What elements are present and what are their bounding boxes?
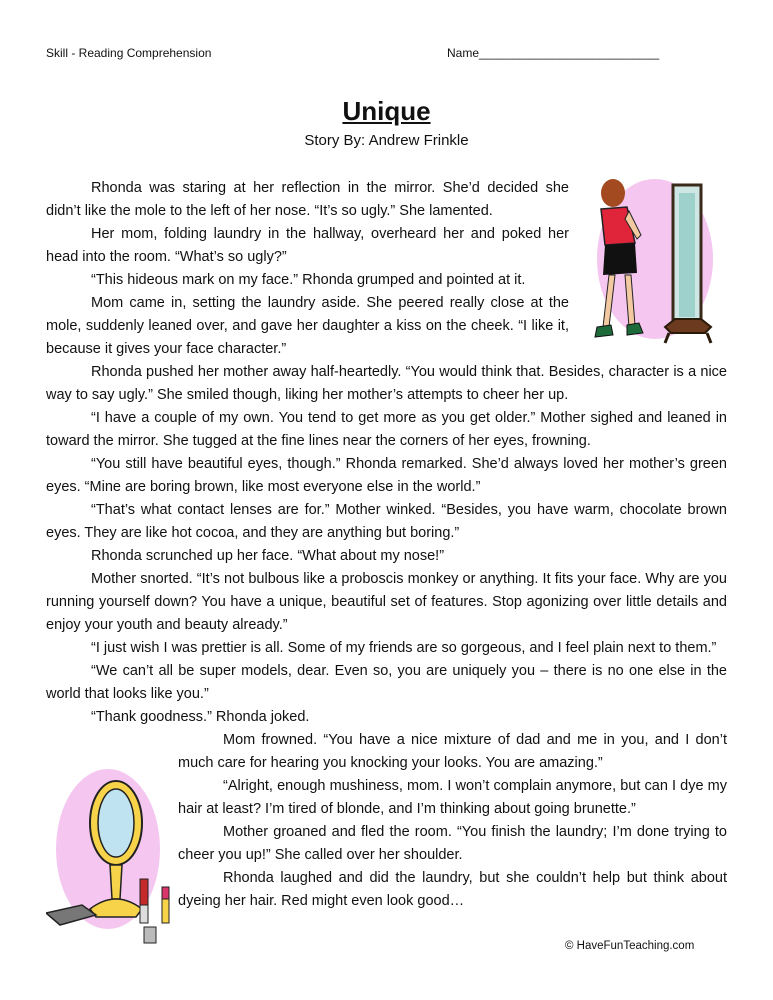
- vanity-mirror-illustration: [46, 729, 178, 959]
- story-paragraph: “Alright, enough mushiness, mom. I won’t complain anymore, but can I dye my hair at least? I’m tired of blonde, and I’m thinking about going brunette.”: [178, 778, 727, 817]
- story-paragraph: Mom came in, setting the laundry aside. She peered really close at the mole, suddenly leaned over, and gave her daughter a kiss on the cheek. “I like it, because it gives your face character.”: [46, 295, 569, 357]
- copyright-footer: © HaveFunTeaching.com: [565, 940, 695, 952]
- story-paragraph: “I just wish I was prettier is all. Some of my friends are so gorgeous, and I feel plain next to them.”: [91, 640, 717, 656]
- story-paragraph: Rhonda scrunched up her face. “What about my nose!”: [91, 548, 445, 564]
- name-field-label: Name___________________________: [447, 46, 660, 60]
- girl-at-mirror-illustration: [579, 177, 727, 347]
- story-paragraph: Rhonda pushed her mother away half-heartedly. “You would think that. Besides, character is a nice way to say ugly.” She smiled though, liking her mother’s attempts to cheer her up.: [46, 364, 727, 403]
- story-paragraph: Mom frowned. “You have a nice mixture of dad and me in you, and I don’t much care for hearing you knocking your looks. You are amazing.”: [178, 732, 727, 771]
- story-paragraph: Her mom, folding laundry in the hallway, overheard her and poked her head into the room. “What’s so ugly?”: [46, 226, 569, 265]
- story-byline: Story By: Andrew Frinkle: [304, 132, 469, 149]
- skill-label: Skill - Reading Comprehension: [46, 46, 212, 60]
- story-paragraph: “That’s what contact lenses are for.” Mother winked. “Besides, you have warm, chocolate brown eyes. They are like hot cocoa, and they are anything but boring.”: [46, 502, 727, 541]
- story-paragraph: “This hideous mark on my face.” Rhonda grumped and pointed at it.: [91, 272, 526, 288]
- story-body: [46, 177, 727, 959]
- story-paragraph: Mother groaned and fled the room. “You finish the laundry; I’m done trying to cheer you up!” She called over her shoulder.: [178, 824, 727, 863]
- story-paragraph: Mother snorted. “It’s not bulbous like a proboscis monkey or anything. It fits your face. Why are you running yourself down? You have a unique, beautiful set of features. Stop agonizing over little details and enjoy your youth and beauty already.”: [46, 571, 727, 633]
- story-paragraph: “Thank goodness.” Rhonda joked.: [91, 709, 310, 725]
- story-paragraph: Rhonda was staring at her reflection in the mirror. She’d decided she didn’t like the mole to the left of her nose. “It’s so ugly.” She lamented.: [46, 180, 569, 219]
- story-paragraph: “I have a couple of my own. You tend to get more as you get older.” Mother sighed and leaned in toward the mirror. She tugged at the fine lines near the corners of her eyes, frowning.: [46, 410, 727, 449]
- story-title: Unique: [342, 96, 431, 126]
- story-paragraph: Rhonda laughed and did the laundry, but she couldn’t help but think about dyeing her hair. Red might even look good…: [178, 870, 727, 909]
- story-paragraph: “We can’t all be super models, dear. Even so, you are uniquely you – there is no one else in the world that looks like you.”: [46, 663, 727, 702]
- story-paragraph: “You still have beautiful eyes, though.” Rhonda remarked. She’d always loved her mother’s green eyes. “Mine are boring brown, like most everyone else in the world.”: [46, 456, 727, 495]
